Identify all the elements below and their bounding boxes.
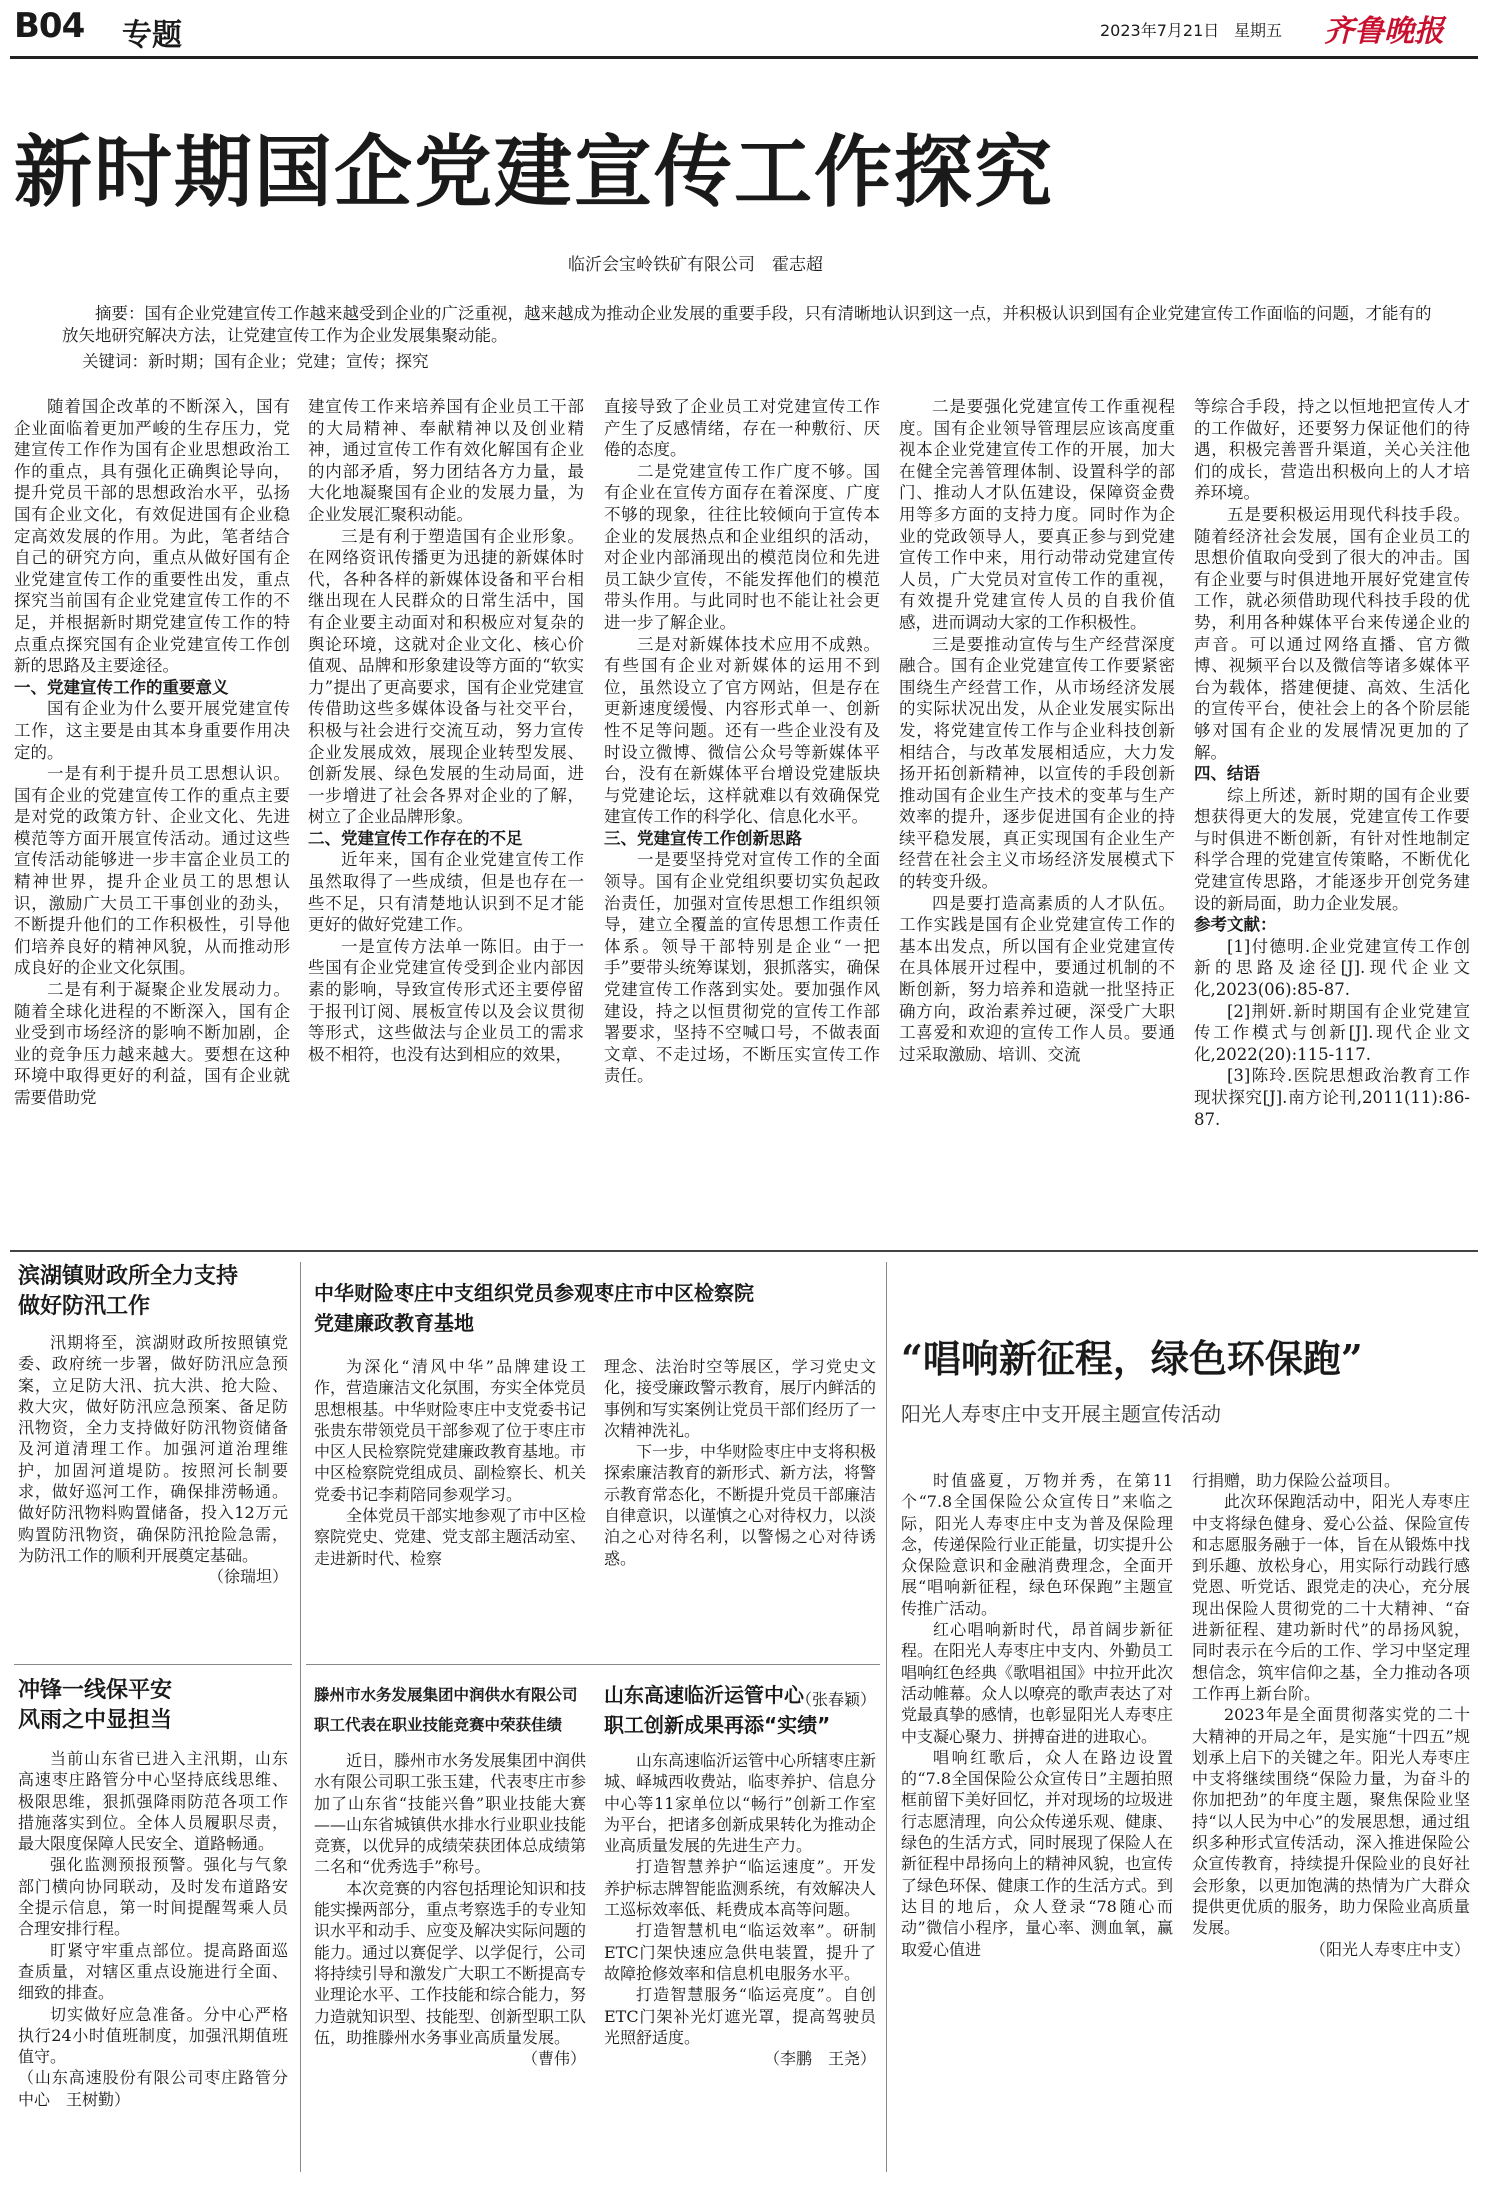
brief-binhu-author: （徐瑞坦） — [207, 1567, 288, 1587]
brief-divider — [306, 1664, 880, 1665]
brief-linyi-title-line1: 山东高速临沂运管中心 — [604, 1683, 804, 1707]
section-heading: 三、党建宣传工作创新思路 — [604, 828, 802, 848]
brief-binhu-title-line2: 做好防汛工作 — [18, 1294, 151, 1319]
reference-item: [3]陈玲.医院思想政治教育工作现状探究[J].南方论刊,2011(11):86-87. — [1194, 1066, 1470, 1129]
brief-binhu-paragraph: 汛期将至，滨湖财政所按照镇党委、政府统一步署，做好防汛应急预案，立足防大汛、抗大洪、抢大险、救大灾，做好防汛应急预案、备足防汛物资，全力支持做好防汛物资储备及河道清理工作。加强河道治理维护，加固河道堤防。按照河长制要求，做好巡河工作，确保排涝畅通。做好防汛物料购置储备，投入12万元购置防汛物资，确保防汛抢险急需，为防汛工作的顺利开展奠定基础。 — [18, 1333, 288, 1565]
brief-huabao-title-line1: 中华财险枣庄中支组织党员参观枣庄市中区检察院 — [314, 1281, 754, 1305]
article-keywords: 关键词：新时期；国有企业；党建；宣传；探究 — [82, 352, 429, 371]
section-divider — [10, 1250, 1478, 1252]
brief-huabao-paragraph: 全体党员干部实地参观了市中区检察院党史、党建、党支部主题活动室、走进新时代、检察 — [314, 1506, 587, 1568]
brief-huabao-body-left — [314, 1356, 586, 1569]
section-heading: 一、党建宣传工作的重要意义 — [14, 677, 229, 697]
brief-huabao-paragraph: 下一步，中华财险枣庄中支将积极探索廉洁教育的新形式、新方法，将警示教育常态化，不断提升党员干部廉洁自律意识，以谨慎之心对待权力，以淡泊之心对待名利，以警惕之心对待诱惑。 — [604, 1442, 877, 1568]
article-column-1 — [14, 396, 290, 1109]
charity-subtitle: 阳光人寿枣庄中支开展主题宣传活动 — [901, 1402, 1221, 1426]
brief-linyi-title-line2: 职工创新成果再添“实绩” — [604, 1713, 831, 1737]
brief-chongfeng-author: （山东高速股份有限公司枣庄路管分中心 王树勤） — [18, 2068, 288, 2109]
article-paragraph: 五是要积极运用现代科技手段。随着经济社会发展，国有企业员工的思想价值取向受到了很大的冲击。国有企业要与时俱进地开展好党建宣传工作，就必须借助现代科技手段的优势，利用各种媒体平台来传递企业的声音。可以通过网络直播、官方微博、视频平台以及微信等诸多媒体平台为载体，搭建便捷、高效、生活化的宣传平台，使社会上的各个阶层能够对国有企业的发展情况更加的了解。 — [1194, 504, 1470, 762]
brief-chongfeng-title — [18, 1676, 288, 1736]
brief-linyi-paragraph: 打造智慧服务“临运亮度”。自创ETC门架补光灯遮光罩，提高驾驶员光照舒适度。 — [604, 1985, 876, 2047]
article-paragraph: 三是要推动宣传与生产经营深度融合。国有企业党建宣传工作要紧密围绕生产经营工作，从市场经济发展的实际状况出发，从企业发展实际出发，将党建宣传工作与企业科技创新相结合，与改革发展相适应，大力发扬开拓创新精神，以宣传的手段创新推动国有企业生产技术的变革与生产效率的提升，逐步促进国有企业的持续平稳发展，真正实现国有企业生产经营在社会主义市场经济发展模式下的转变升级。 — [899, 634, 1175, 892]
charity-paragraph: 此次环保跑活动中，阳光人寿枣庄中支将绿色健身、爱心公益、保险宣传和志愿服务融于一体，旨在从锻炼中找到乐趣、放松身心，用实际行动践行感党恩、听党话、跟党走的决心，充分展现出保险人贯彻党的二十大精神、“奋进新征程、建功新时代”的昂扬风貌，同时表示在今后的工作、学习中坚定理想信念，筑牢信仰之基，全力推动各项工作再上新台阶。 — [1192, 1492, 1470, 1703]
brief-tengzhou-paragraph: 本次竞赛的内容包括理论知识和技能实操两部分，重点考察选手的专业知识水平和动手、应变及解决实际问题的能力。通过以赛促学、以学促行，公司将持续引导和激发广大职工不断提高专业理论水平、工作技能和综合能力，努力造就知识型、技能型、创新型职工队伍，助推滕州水务事业高质量发展。 — [314, 1878, 587, 2047]
newspaper-logo: 齐鲁晚报 — [1324, 14, 1444, 49]
brief-divider — [14, 1664, 292, 1665]
charity-author: （阳光人寿枣庄中支） — [1309, 1939, 1470, 1959]
article-paragraph: 直接导致了企业员工对党建宣传工作产生了反感情绪，存在一种敷衍、厌倦的态度。 — [604, 397, 880, 460]
article-paragraph: 二是有利于凝聚企业发展动力。随着全球化进程的不断深入，国有企业受到市场经济的影响不断加剧，企业的竞争压力越来越大。要想在这种环境中取得更好的利益，国有企业就需要借助党 — [14, 980, 290, 1107]
brief-huabao-title — [314, 1278, 874, 1338]
brief-binhu-title-line1: 滨湖镇财政所全力支持 — [18, 1264, 239, 1289]
brief-tengzhou-body — [314, 1750, 586, 2069]
issue-weekday: 星期五 — [1234, 21, 1283, 40]
brief-chongfeng-body — [18, 1748, 288, 2110]
article-paragraph: 三是有利于塑造国有企业形象。在网络资讯传播更为迅捷的新媒体时代，各种各样的新媒体设备和平台相继出现在人民群众的日常生活中，国有企业要主动面对和积极应对复杂的舆论环境，这就对企业文化、核心价值观、品牌和形象建设等方面的“软实力”提出了更高要求，国有企业党建宣传借助这些多媒体设备与社交平台，积极与社会进行交流互动，努力宣传企业发展成效，展现企业转型发展、创新发展、绿色发展的生动局面，进一步增进了社会各界对企业的了解，树立了企业品牌形象。 — [308, 526, 584, 827]
brief-tengzhou-paragraph: 近日，滕州市水务发展集团中润供水有限公司职工张玉建，代表枣庄市参加了山东省“技能兴鲁”职业技能大赛——山东省城镇供水排水行业职业技能竞赛，以优异的成绩荣获团体总成绩第二名和“优秀选手”称号。 — [314, 1751, 587, 1877]
brief-huabao-paragraph: 为深化“清风中华”品牌建设工作，营造廉洁文化氛围，夯实全体党员思想根基。中华财险枣庄中支党委书记张贵东带领党员干部参观了位于枣庄市中区人民检察院党建廉政教育基地。市中区检察院党组成员、副检察长、机关党委书记李莉陪同参观学习。 — [314, 1357, 587, 1504]
article-paragraph: 建宣传工作来培养国有企业员工干部的大局精神、奉献精神以及创业精神，通过宣传工作有效化解国有企业的内部矛盾，努力团结各方力量，最大化地凝聚国有企业的发展力量，为企业发展汇聚积动能。 — [308, 397, 584, 524]
section-name: 专题 — [122, 18, 182, 53]
brief-linyi-author: （李鹏 王尧） — [763, 2049, 876, 2069]
column-rule — [300, 1262, 301, 2172]
brief-huabao-author: （张春颖） — [795, 1689, 876, 1709]
brief-tengzhou-title-line2: 职工代表在职业技能竞赛中荣获佳绩 — [314, 1716, 563, 1734]
brief-linyi-body — [604, 1750, 876, 2069]
charity-paragraph: 唱响红歌后，众人在路边设置的“7.8全国保险公众宣传日”主题拍照框前留下美好回忆，并对现场的垃圾进行志愿清理，向公众传递乐观、健康、绿色的生活方式，同时展现了保险人在新征程中昂扬向上的精神风貌，也宣传了绿色环保、健康工作的生活方式。到达目的地后，众人登录“78随心而动”微信小程序，量心率、测血氧，赢取爱心值进 — [901, 1747, 1174, 1959]
article-paragraph: 一是要坚持党对宣传工作的全面领导。国有企业党组织要切实负起政治责任，加强对宣传思想工作组织领导，建立全覆盖的宣传思想工作责任体系。领导干部特别是企业“一把手”要带头统筹谋划，狠抓落实，确保党建宣传工作落到实处。要加强作风建设，持之以恒贯彻党的宣传工作部署要求，坚持不空喊口号，不做表面文章、不走过场，不断压实宣传工作责任。 — [604, 850, 880, 1086]
brief-huabao-title-line2: 党建廉政教育基地 — [314, 1311, 474, 1335]
brief-linyi-paragraph: 山东高速临沂运管中心所辖枣庄新城、峄城西收费站，临枣养护、信息分中心等11家单位以“畅行”创新工作室为平台，把诸多创新成果转化为推动企业高质量发展的先进生产力。 — [604, 1751, 877, 1856]
charity-column-a — [901, 1470, 1173, 1960]
brief-chongfeng-paragraph: 切实做好应急准备。分中心严格执行24小时值班制度，加强汛期值班值守。 — [18, 2004, 288, 2067]
charity-paragraph: 红心唱响新时代，昂首阔步新征程。在阳光人寿枣庄中支内、外勤员工唱响红色经典《歌唱祖国》中拉开此次活动帷幕。众人以嘹亮的歌声表达了对党最真挚的感情，也彰显阳光人寿枣庄中支凝心聚力、拼搏奋进的进取心。 — [901, 1620, 1174, 1746]
brief-tengzhou-title — [314, 1680, 584, 1740]
article-title: 新时期国企党建宣传工作探究 — [14, 127, 1055, 218]
brief-tengzhou-author: （曹伟） — [521, 2049, 586, 2069]
reference-item: [2]荆妍.新时期国有企业党建宣传工作模式与创新[J].现代企业文化,2022(20):115-117. — [1194, 1001, 1470, 1064]
brief-chongfeng-title-line2: 风雨之中显担当 — [18, 1708, 173, 1733]
charity-column-b — [1192, 1470, 1470, 1960]
issue-date: 2023年7月21日 — [1100, 21, 1220, 40]
section-heading: 二、党建宣传工作存在的不足 — [308, 828, 523, 848]
charity-title: “唱响新征程，绿色环保跑” — [901, 1336, 1363, 1381]
brief-linyi-paragraph: 打造智慧养护“临运速度”。开发养护标志牌智能监测系统，有效解决人工巡标效率低、耗费成本高等问题。 — [604, 1857, 877, 1920]
brief-tengzhou-title-line1: 滕州市水务发展集团中润供水有限公司 — [314, 1686, 578, 1704]
charity-paragraph: 时值盛夏，万物并秀，在第11个“7.8全国保险公众宣传日”来临之际，阳光人寿枣庄中支为普及保险理念，传递保险行业正能量，切实提升公众保险意识和金融消费理念，全面开展“唱响新征程，绿色环保跑”主题宣传推广活动。 — [901, 1471, 1174, 1618]
section-heading: 四、结语 — [1194, 764, 1260, 784]
article-paragraph: 一是宣传方法单一陈旧。由于一些国有企业党建宣传受到企业内部因素的影响，导致宣传形式还主要停留于报刊订阅、展板宣传以及会议贯彻等形式，这些做法与企业员工的需求极不相符，也没有达到相应的效果， — [308, 936, 584, 1064]
brief-chongfeng-paragraph: 当前山东省已进入主汛期，山东高速枣庄路管分中心坚持底线思维、极限思维，狠抓强降雨防范各项工作措施落实到位。全体人员履职尽责，最大限度保障人民安全、道路畅通。 — [18, 1749, 288, 1854]
charity-paragraph: 2023年是全面贯彻落实党的二十大精神的开局之年，是实施“十四五”规划承上启下的关键之年。阳光人寿枣庄中支将继续围绕“保险力量，为奋斗的你加把劲”的年度主题，聚焦保险业坚持“以人民为中心”的发展思想，通过组织多种形式宣传活动，深入推进保险公众宣传教育，持续提升保险业的良好社会形象，以更加饱满的热情为广大群众提供更优质的服务，助力保险业高质量发展。 — [1192, 1705, 1470, 1938]
brief-linyi-paragraph: 打造智慧机电“临运效率”。研制ETC门架快速应急供电装置，提升了故障抢修效率和信息机电服务水平。 — [604, 1921, 876, 1983]
charity-paragraph: 行捐赠，助力保险公益项目。 — [1192, 1471, 1401, 1490]
brief-binhu-title — [18, 1262, 288, 1322]
article-paragraph: 国有企业为什么要开展党建宣传工作，这主要是由其本身重要作用决定的。 — [14, 699, 290, 762]
article-paragraph: 三是对新媒体技术应用不成熟。有些国有企业对新媒体的运用不到位，虽然设立了官方网站，但是存在更新速度缓慢、内容形式单一、创新性不足等问题。还有一些企业没有及时设立微博、微信公众号等新媒体平台，没有在新媒体平台增设党建版块与党建论坛，这样就难以有效确保党建宣传工作的科学化、信息化水平。 — [604, 634, 880, 827]
page-number: B04 — [14, 6, 85, 46]
reference-item: [1]付德明.企业党建宣传工作创新的思路及途径[J].现代企业文化,2023(06):85-87. — [1194, 936, 1470, 1000]
brief-huabao-paragraph: 理念、法治时空等展区，学习党史文化，接受廉政警示教育，展厅内鲜活的事例和写实案例让党员干部们经历了一次精神洗礼。 — [604, 1357, 877, 1440]
article-column-2 — [308, 396, 584, 1065]
article-paragraph: 随着国企改革的不断深入，国有企业面临着更加严峻的生存压力，党建宣传工作作为国有企业思想政治工作的重点，具有强化正确舆论导向，提升党员干部的思想政治水平，弘扬国有企业文化，有效促进国有企业稳定高效发展的作用。为此，笔者结合自己的研究方向，重点从做好国有企业党建宣传工作的重要性出发，重点探究当前国有企业党建宣传工作的不足，并根据新时期党建宣传工作的特点重点探究国有企业党建宣传工作创新的思路及主要途径。 — [14, 397, 290, 676]
brief-chongfeng-paragraph: 强化监测预报预警。强化与气象部门横向协同联动，及时发布道路安全提示信息，第一时间提醒驾乘人员合理安排行程。 — [18, 1855, 288, 1939]
section-heading: 参考文献： — [1194, 915, 1277, 935]
article-paragraph: 四是要打造高素质的人才队伍。工作实践是国有企业党建宣传工作的基本出发点，所以国有企业党建宣传在具体展开过程中，要通过机制的不断创新，努力培养和造就一批坚持正确方向，政治素养过硬，深受广大职工喜爱和欢迎的宣传工作人员。要通过采取激励、培训、交流 — [899, 893, 1175, 1064]
brief-binhu-body — [18, 1332, 288, 1588]
article-byline: 临沂会宝岭铁矿有限公司 霍志超 — [568, 255, 823, 275]
article-paragraph: 二是要强化党建宣传工作重视程度。国有企业领导管理层应该高度重视本企业党建宣传工作的开展，加大在健全完善管理体制、设置科学的部门、推动人才队伍建设，保障资金费用等多方面的支持力度。同时作为企业的党政领导人，要真正参与到党建宣传工作中来，用行动带动党建宣传人员，广大党员对宣传工作的重视，有效提升党建宣传人员的自我价值感，进而调动大家的工作积极性。 — [899, 397, 1175, 632]
article-abstract: 摘要：国有企业党建宣传工作越来越受到企业的广泛重视，越来越成为推动企业发展的重要手段，只有清晰地认识到这一点，并积极认识到国有企业党建宣传工作面临的问题，才能有的放矢地研究解决方法，让党建宣传工作为企业发展集聚动能。 — [62, 304, 1432, 345]
header-rule — [10, 56, 1478, 59]
article-column-3 — [604, 396, 880, 1087]
article-paragraph: 近年来，国有企业党建宣传工作虽然取得了一些成绩，但是也存在一些不足，只有清楚地认识到不足才能更好的做好党建工作。 — [308, 850, 584, 935]
article-paragraph: 一是有利于提升员工思想认识。国有企业的党建宣传工作的重点主要是对党的政策方针、企业文化、先进模范等方面开展宣传活动。通过这些宣传活动能够进一步丰富企业员工的精神世界，提升企业员工的思想认识，激励广大员工干事创业的劲头，不断提升他们的工作积极性，引导他们培养良好的精神风貌，从而推动形成良好的企业文化氛围。 — [14, 764, 290, 978]
article-paragraph: 综上所述，新时期的国有企业要想获得更大的发展，党建宣传工作要与时俱进不断创新，有针对性地制定科学合理的党建宣传策略，不断优化党建宣传思路，才能逐步开创党务建设的新局面，助力企业发展。 — [1194, 785, 1470, 913]
article-paragraph: 等综合手段，持之以恒地把宣传人才的工作做好，还要努力保证他们的待遇，积极完善晋升渠道，关心关注他们的成长，营造出积极向上的人才培养环境。 — [1194, 397, 1470, 503]
brief-chongfeng-title-line1: 冲锋一线保平安 — [18, 1678, 173, 1703]
brief-linyi-title — [604, 1680, 876, 1740]
column-rule — [886, 1262, 887, 2172]
article-column-5 — [1194, 396, 1470, 1130]
brief-huabao-body-right — [604, 1356, 876, 1710]
article-column-4 — [899, 396, 1175, 1065]
article-paragraph: 二是党建宣传工作广度不够。国有企业在宣传方面存在着深度、广度不够的现象，往往比较倾向于宣传本企业的发展热点和企业组织的活动，对企业内部涌现出的模范岗位和先进员工缺少宣传，不能发挥他们的模范带头作用。与此同时也不能让社会更进一步了解企业。 — [604, 461, 880, 632]
brief-chongfeng-paragraph: 盯紧守牢重点部位。提高路面巡查质量，对辖区重点设施进行全面、细致的排查。 — [18, 1940, 288, 2003]
